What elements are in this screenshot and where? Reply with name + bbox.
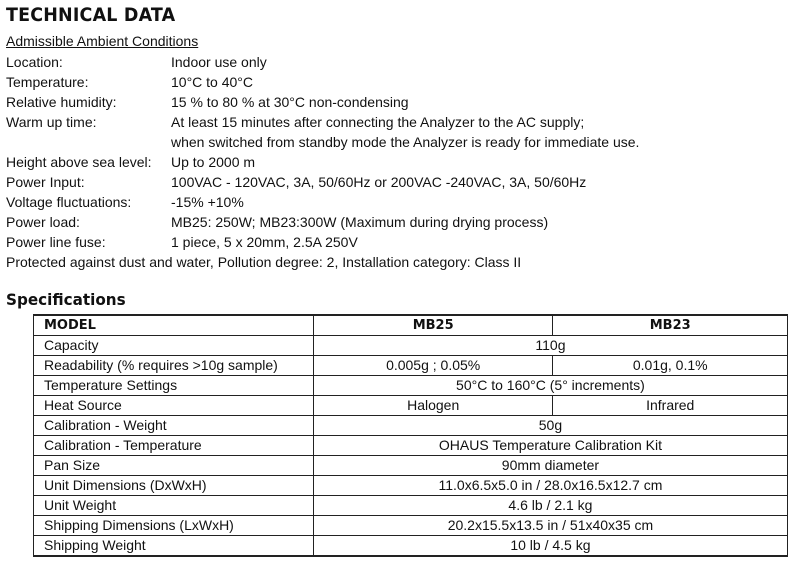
condition-label: Power line fuse: <box>6 234 106 250</box>
spec-label: Calibration - Weight <box>34 416 314 436</box>
spec-shared-value: 20.2x15.5x13.5 in / 51x40x35 cm <box>313 516 787 536</box>
spec-label: Calibration - Temperature <box>34 436 314 456</box>
table-row <box>34 376 788 396</box>
page-title: TECHNICAL DATA <box>6 4 176 26</box>
condition-label: Relative humidity: <box>6 94 117 110</box>
spec-shared-value: 50°C to 160°C (5° increments) <box>313 376 787 396</box>
condition-value: 1 piece, 5 x 20mm, 2.5A 250V <box>171 234 358 250</box>
protection-note: Protected against dust and water, Pollution degree: 2, Installation category: Class II <box>6 254 522 270</box>
table-row <box>34 436 788 456</box>
condition-value: 10°C to 40°C <box>171 74 254 90</box>
condition-value: Up to 2000 m <box>171 154 256 170</box>
spec-mb25-value: 0.005g ; 0.05% <box>313 356 553 376</box>
spec-shared-value: 11.0x6.5x5.0 in / 28.0x16.5x12.7 cm <box>313 476 787 496</box>
table-row <box>34 536 788 557</box>
spec-label: Shipping Weight <box>34 536 314 557</box>
table-row <box>34 396 788 416</box>
condition-value: 15 % to 80 % at 30°C non-condensing <box>171 94 409 110</box>
spec-label: Temperature Settings <box>34 376 314 396</box>
condition-label: Warm up time: <box>6 114 97 130</box>
spec-shared-value: OHAUS Temperature Calibration Kit <box>313 436 787 456</box>
condition-label: Height above sea level: <box>6 154 152 170</box>
condition-value: MB25: 250W; MB23:300W (Maximum during drying process) <box>171 214 549 230</box>
spec-shared-value: 90mm diameter <box>313 456 787 476</box>
condition-value: when switched from standby mode the Analyzer is ready for immediate use. <box>171 134 640 150</box>
condition-label: Power Input: <box>6 174 85 190</box>
spec-label: Capacity <box>34 336 314 356</box>
spec-label: Heat Source <box>34 396 314 416</box>
condition-label: Power load: <box>6 214 80 230</box>
condition-value: -15% +10% <box>171 194 244 210</box>
spec-label: Unit Dimensions (DxWxH) <box>34 476 314 496</box>
table-header-row <box>34 315 788 336</box>
spec-mb23-value: 0.01g, 0.1% <box>553 356 788 376</box>
header-model: MODEL <box>34 315 314 336</box>
condition-label: Voltage fluctuations: <box>6 194 132 210</box>
spec-label: Readability (% requires >10g sample) <box>34 356 314 376</box>
condition-label: Temperature: <box>6 74 89 90</box>
table-row <box>34 416 788 436</box>
table-row <box>34 476 788 496</box>
specifications-table <box>33 314 788 557</box>
spec-label: Pan Size <box>34 456 314 476</box>
specifications-heading: Specifications <box>6 290 126 309</box>
table-row <box>34 336 788 356</box>
condition-label: Location: <box>6 54 63 70</box>
table-row <box>34 516 788 536</box>
table-row <box>34 456 788 476</box>
spec-label: Unit Weight <box>34 496 314 516</box>
spec-shared-value: 4.6 lb / 2.1 kg <box>313 496 787 516</box>
spec-label: Shipping Dimensions (LxWxH) <box>34 516 314 536</box>
spec-mb25-value: Halogen <box>313 396 553 416</box>
condition-value: 100VAC - 120VAC, 3A, 50/60Hz or 200VAC -240VAC, 3A, 50/60Hz <box>171 174 587 190</box>
spec-shared-value: 50g <box>313 416 787 436</box>
header-mb25: MB25 <box>313 315 553 336</box>
condition-value: At least 15 minutes after connecting the Analyzer to the AC supply; <box>171 114 585 130</box>
ambient-conditions-heading: Admissible Ambient Conditions <box>6 33 199 49</box>
spec-shared-value: 110g <box>313 336 787 356</box>
spec-mb23-value: Infrared <box>553 396 788 416</box>
table-row <box>34 496 788 516</box>
condition-value: Indoor use only <box>171 54 267 70</box>
table-row <box>34 356 788 376</box>
spec-shared-value: 10 lb / 4.5 kg <box>313 536 787 557</box>
header-mb23: MB23 <box>553 315 788 336</box>
